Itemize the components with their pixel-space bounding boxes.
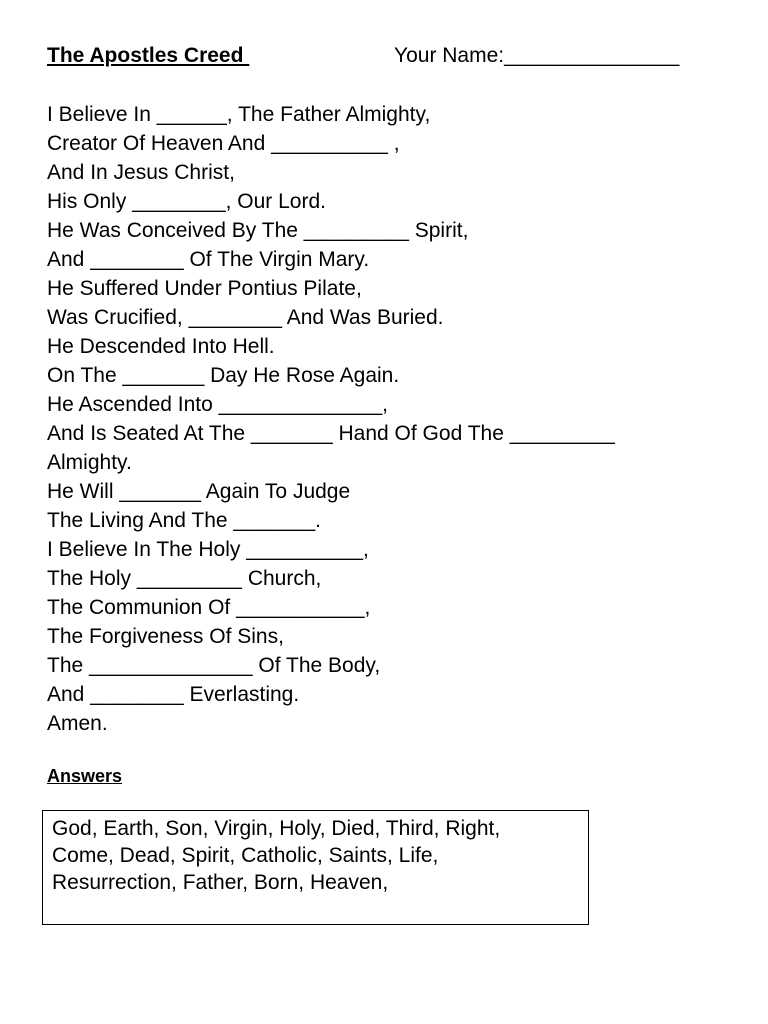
creed-line: The ______________ Of The Body, <box>47 654 381 677</box>
creed-line: He Descended Into Hell. <box>47 335 275 358</box>
creed-line: Creator Of Heaven And __________ , <box>47 132 400 155</box>
creed-line: And ________ Everlasting. <box>47 683 300 706</box>
creed-line: I Believe In The Holy __________, <box>47 538 369 561</box>
creed-line: He Suffered Under Pontius Pilate, <box>47 277 362 300</box>
creed-line: Was Crucified, ________ And Was Buried. <box>47 306 444 329</box>
creed-line: And ________ Of The Virgin Mary. <box>47 248 370 271</box>
answer-list: God, Earth, Son, Virgin, Holy, Died, Third, Right, Come, Dead, Spirit, Catholic, Saints, Life, Resurrection, Father, Born, Heaven, <box>52 817 501 894</box>
creed-line: The Living And The _______. <box>47 509 321 532</box>
answer-box <box>42 810 589 925</box>
creed-line: He Ascended Into ______________, <box>47 393 388 416</box>
page-title: The Apostles Creed <box>47 44 250 67</box>
creed-line: The Communion Of ___________, <box>47 596 371 619</box>
creed-line: The Forgiveness Of Sins, <box>47 625 284 648</box>
creed-line: Almighty. <box>47 451 132 474</box>
creed-line: And Is Seated At The _______ Hand Of God The _________ <box>47 422 615 445</box>
creed-line: He Will _______ Again To Judge <box>47 480 351 503</box>
creed-line: The Holy _________ Church, <box>47 567 322 590</box>
name-field[interactable]: Your Name:_______________ <box>394 44 680 67</box>
creed-line: His Only ________, Our Lord. <box>47 190 326 213</box>
creed-line: Amen. <box>47 712 108 735</box>
creed-line: On The _______ Day He Rose Again. <box>47 364 400 387</box>
creed-line: He Was Conceived By The _________ Spirit, <box>47 219 469 242</box>
creed-line: I Believe In ______, The Father Almighty, <box>47 103 431 126</box>
creed-line: And In Jesus Christ, <box>47 161 235 184</box>
creed-text <box>47 100 747 738</box>
answers-heading: Answers <box>47 766 123 786</box>
